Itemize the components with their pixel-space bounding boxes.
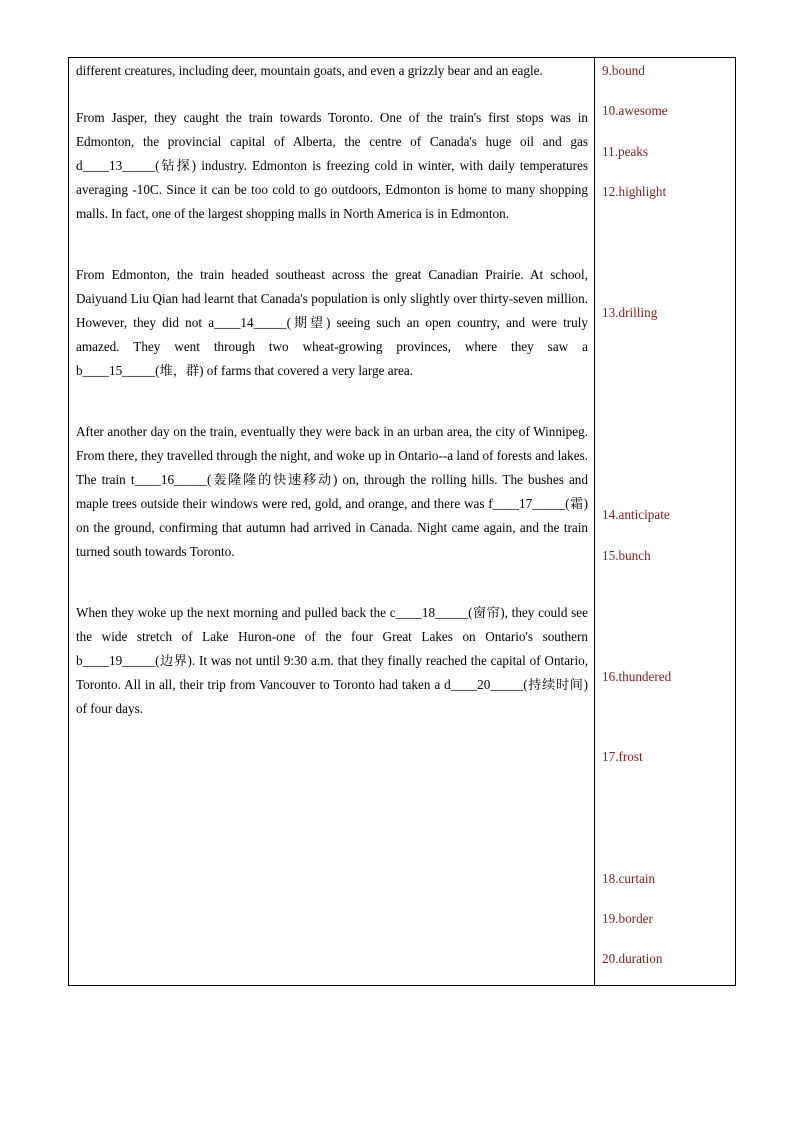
column-divider xyxy=(594,57,595,986)
passage-paragraph-5: When they woke up the next morning and pulled back the c____18_____(窗帘), they could see the wide stretch of Lake Huron-one of the four Great Lakes on Ontario's southern b____19_____(边界). It was not until 9:30 a.m. that they finally reached the capital of Ontario, Toronto. All in all, their trip from Vancouver to Toronto had taken a d____20_____(持续时间) of four days. xyxy=(76,605,588,716)
passage-paragraph-2: From Jasper, they caught the train towards Toronto. One of the train's first stops was in Edmonton, the provincial capital of Alberta, the centre of Canada's huge oil and gas d____13_____(钻探) industry. Edmonton is freezing cold in winter, with daily temperatures averaging -10C. Since it can be too cold to go outdoors, Edmonton is home to many shopping malls. In fact, one of the largest shopping malls in North America is in Edmonton. xyxy=(76,110,588,221)
answer-item: 16.thundered xyxy=(602,669,672,684)
answer-item: 14.anticipate xyxy=(602,507,670,522)
answer-item: 9.bound xyxy=(602,63,645,78)
passage-paragraph-4: After another day on the train, eventually they were back in an urban area, the city of Winnipeg. From there, they travelled through the night, and woke up in Ontario--a land of forests and lakes. The train t____16_____(轰隆隆的快速移动) on, through the rolling hills. The bushes and maple trees outside their windows were red, gold, and orange, and there was f____17_____(霜) on the ground, confirming that autumn had arrived in Canada. Night came again, and the train turned south towards Toronto. xyxy=(76,424,588,559)
answer-item: 19.border xyxy=(602,911,653,926)
answer-item: 12.highlight xyxy=(602,184,667,199)
answer-item: 18.curtain xyxy=(602,871,656,886)
answer-item: 17.frost xyxy=(602,749,643,764)
passage-paragraph-3: From Edmonton, the train headed southeast across the great Canadian Prairie. At school, Daiyuand Liu Qian had learnt that Canada's population is only slightly over thirty-seven million. However, they did not a____14_____(期望) seeing such an open country, and were truly amazed. They went through two wheat-growing provinces, where they saw a b____15_____(堆，群) of farms that covered a very large area. xyxy=(76,267,588,378)
answer-item: 20.duration xyxy=(602,951,663,966)
answer-item: 11.peaks xyxy=(602,144,649,159)
answer-item: 13.drilling xyxy=(602,305,658,320)
passage-paragraph-1: different creatures, including deer, mountain goats, and even a grizzly bear and an eagle. xyxy=(76,63,543,78)
answer-item: 15.bunch xyxy=(602,548,651,563)
answer-item: 10.awesome xyxy=(602,103,668,118)
